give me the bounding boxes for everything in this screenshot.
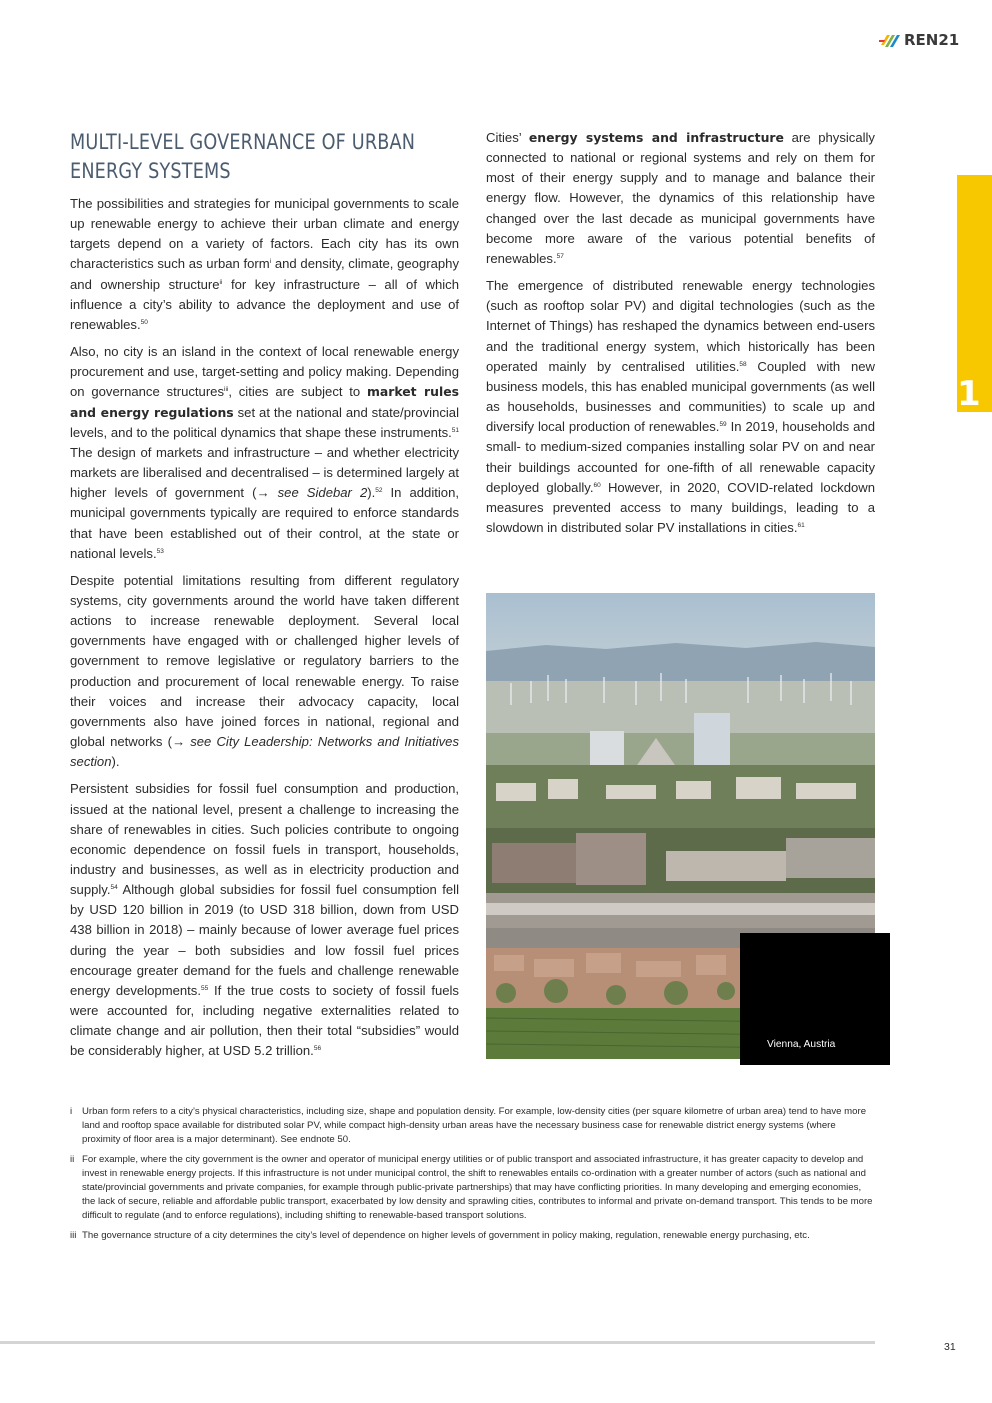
endnote-ref[interactable]: 54: [110, 884, 118, 892]
chapter-tab: [957, 175, 992, 412]
paragraph: [486, 276, 875, 538]
footnote-ref[interactable]: ii: [219, 278, 223, 286]
text-run: The possibilities and strategies for municipal governments to scale up renewable energy to achieve their urban climate and energy targets depend on a variety of factors. Each city has its own characteristics such as urban form: [70, 196, 459, 272]
endnote-ref[interactable]: 58: [739, 360, 747, 368]
brand-name: REN21: [904, 31, 960, 49]
paragraph: [486, 128, 875, 269]
text-run: In addition, municipal governments typically are required to enforce standards that have been established out of their control, at the state or national levels.: [70, 485, 459, 561]
footnote-ref[interactable]: i: [269, 258, 272, 266]
footnotes: [70, 1105, 876, 1248]
paragraph: [70, 194, 459, 335]
photo-caption-box: [740, 933, 890, 1065]
cross-reference-link[interactable]: see City Leadership: Networks and Initiatives section: [70, 734, 459, 770]
text-run: In 2019, households and small- to medium-sized companies installing solar PV on and near their buildings accounted for one-fifth of all renewable capacity deployed globally.: [486, 419, 875, 495]
text-run: Coupled with new business models, this has enabled municipal governments (as well as households, businesses and communities) to scale up and diversify local production of renewables.: [486, 358, 875, 435]
text-run: ).: [111, 754, 120, 770]
footnote-text: For example, where the city government is the owner and operator of municipal energy utilities or of public transport and associated infrastructure, it has greater capacity to develop and invest in renewable energy projects. If this infrastructure is not under municipal control, the shift to renewables entails co-ordination with a greater number of actors (such as national and state/provincial governments and private companies, for example through public-private partnerships) that may have conflicting priorities. In many developing and emerging economies, the lack of secure, reliable and affordable public transport, exacerbated by low density and sprawling cities, contributes to informal and private on-demand transport. This tends to be more difficult to regulate (and to enforce regulations), including shifting to renewable-based transport solutions.: [82, 1153, 873, 1222]
ren21-logo-icon: [879, 31, 901, 49]
footnote-mark: iii: [70, 1229, 77, 1241]
endnote-ref[interactable]: 56: [313, 1045, 322, 1053]
footer-divider: [0, 1341, 875, 1344]
text-run: Also, no city is an island in the context of local renewable energy procurement and use, target-setting and policy making. Depending on governance structures: [70, 344, 459, 400]
cross-reference-link[interactable]: see Sidebar 2: [269, 485, 368, 501]
text-run: Persistent subsidies for fossil fuel consumption and production, issued at the national level, present a challenge to increasing the share of renewables in cities. Such policies contribute to ongoing economic dependence on fossil fuels in transport, households, industry and businesses, as well as in electricity production and supply.: [70, 781, 459, 898]
left-column: [70, 128, 459, 1069]
endnote-ref[interactable]: 50: [140, 318, 148, 326]
endnote-ref[interactable]: 55: [200, 984, 209, 992]
endnote-ref[interactable]: 53: [156, 547, 164, 555]
endnote-ref[interactable]: 52: [375, 487, 383, 495]
photo-caption: Vienna, Austria: [767, 1039, 836, 1050]
text-run: Despite potential limitations resulting from different regulatory systems, city governments around the world have taken different actions to increase renewable deployment. Several local governments have engaged with or challenged higher levels of government to remove legislative or regulatory barriers to the production and procurement of local renewable energy. To raise their voices and increase their advocacy capacity, local governments also have joined forces in national, regional and global networks (: [70, 572, 459, 750]
page-number: 31: [944, 1341, 956, 1353]
footnote-ref[interactable]: iii: [224, 386, 229, 394]
paragraph: [70, 779, 459, 1061]
endnote-ref[interactable]: 61: [797, 521, 805, 529]
ren21-logo: [879, 31, 959, 49]
footnote: [70, 1105, 876, 1148]
endnote-ref[interactable]: 51: [451, 426, 459, 434]
text-run: If the true costs to society of fossil fuels were accounted for, including negative externalities related to climate change and air pollution, then their total “subsidies” would be considerably higher, at USD 5.2 trillion.: [70, 982, 459, 1059]
right-column: [486, 128, 875, 545]
text-run: ).: [367, 485, 376, 501]
footnote-mark: i: [70, 1106, 73, 1117]
footnote-text: Urban form refers to a city’s physical characteristics, including size, shape and population density. For example, low-density cities (per square kilometre of urban area) tend to have more land and rooftop space available for distributed solar PV, while compact high-density urban areas have the necessary business case for renewable district energy systems (where proximity of floor area is a major determinant). See endnote 50.: [82, 1106, 867, 1146]
section-heading: MULTI-LEVEL GOVERNANCE OF URBAN ENERGY SYSTEMS: [70, 130, 416, 183]
bold-term: market rules and energy regulations: [70, 384, 459, 420]
footnote-mark: ii: [70, 1153, 75, 1165]
text-run: The design of markets and infrastructure – and whether electricity markets are liberalised and decentralised – is determined largely at higher levels of government (: [70, 444, 459, 501]
paragraph: [70, 571, 459, 773]
text-run: However, in 2020, COVID-related lockdown measures prevented access to many buildings, leading to a slowdown in distributed solar PV installations in cities.: [486, 479, 875, 535]
text-run: , cities are subject to: [228, 384, 367, 400]
text-run: are physically connected to national or regional systems and rely on them for most of their energy supply and to manage and balance their energy flow. However, the dynamics of this relationship have changed over the last decade as municipal governments have become more aware of the various potential benefits of renewables.: [486, 130, 875, 266]
paragraph: [70, 342, 459, 564]
arrow-icon: →: [171, 734, 186, 750]
text-run: Although global subsidies for fossil fuel consumption fell by USD 120 billion in 2019 (to USD 318 billion, down from USD 438 billion in 2018) – mainly because of lower average fuel prices during the year – both subsidies and low fossil fuel prices encourage greater demand for the fuels and challenge renewable energy developments.: [70, 882, 459, 998]
chapter-number: 1: [957, 374, 981, 414]
text-run: Cities’: [486, 130, 529, 145]
arrow-icon: →: [256, 485, 270, 501]
text-run: The emergence of distributed renewable energy technologies (such as rooftop solar PV) and digital technologies (such as the Internet of Things) has reshaped the dynamics between end-users and the traditional energy system, which historically has been operated mainly by centralised utilities.: [486, 278, 875, 374]
endnote-ref[interactable]: 60: [593, 481, 601, 489]
footnote: [70, 1229, 876, 1243]
text-run: for key infrastructure – all of which influence a city’s ability to advance the deployment and use of renewables.: [70, 276, 459, 332]
text-run: set at the national and state/provincial levels, and to the political dynamics that shape these instruments.: [70, 404, 460, 440]
bold-term: energy systems and infrastructure: [528, 130, 784, 145]
footnote: [70, 1153, 876, 1224]
footnote-text: The governance structure of a city determines the city’s level of dependence on higher levels of government in policy making, regulation, renewable energy purchasing, etc.: [82, 1229, 810, 1241]
endnote-ref[interactable]: 57: [556, 252, 564, 260]
text-run: and density, climate, geography and ownership structure: [70, 256, 459, 292]
endnote-ref[interactable]: 59: [719, 421, 727, 429]
